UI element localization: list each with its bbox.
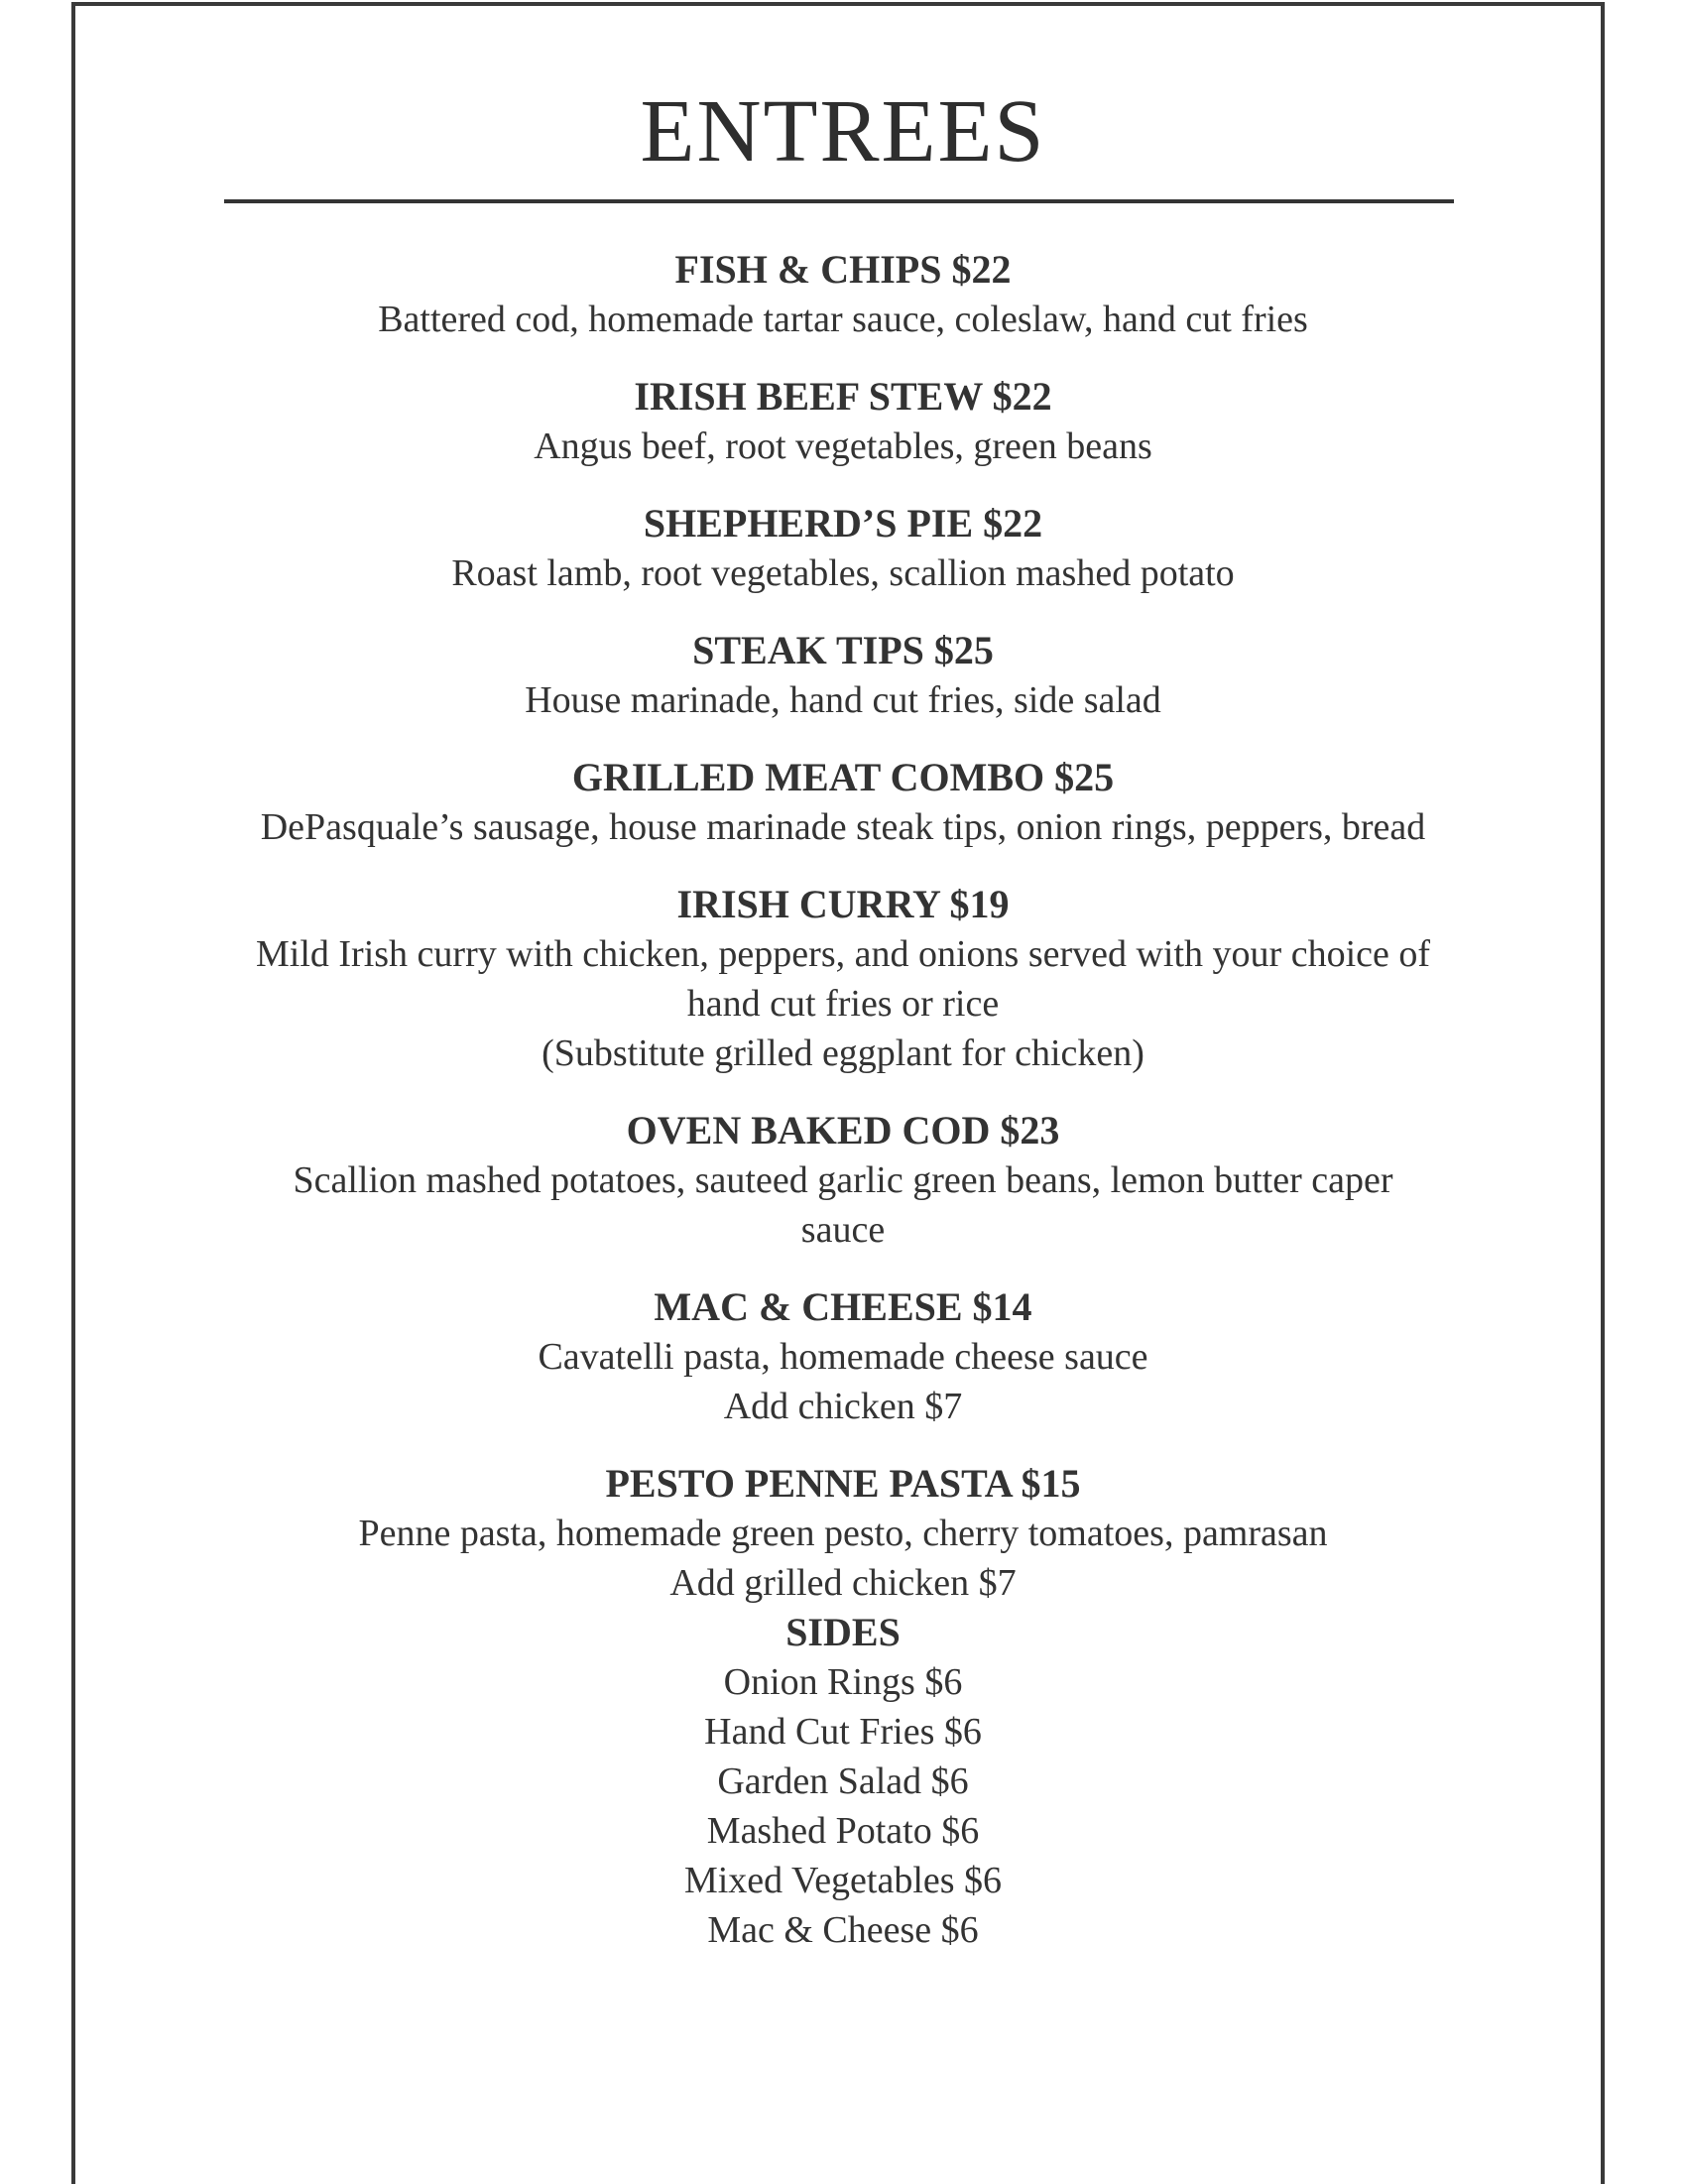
menu-item-description: Roast lamb, root vegetables, scallion mashed potato (451, 552, 1235, 594)
side-item: Mashed Potato $6 (706, 1810, 980, 1852)
side-item: Mac & Cheese $6 (707, 1909, 979, 1951)
sides-section (99, 1608, 1587, 1955)
menu-item-oven-baked-cod (99, 1106, 1587, 1255)
menu-item-irish-beef-stew (99, 372, 1587, 471)
menu-item-heading: SHEPHERD’S PIE $22 (643, 501, 1043, 546)
menu-item-description: sauce (800, 1209, 886, 1251)
menu-item-fish-and-chips (99, 245, 1587, 344)
menu-list (99, 245, 1587, 1955)
menu-item-description: Angus beef, root vegetables, green beans (534, 425, 1152, 467)
side-item: Onion Rings $6 (723, 1661, 963, 1703)
menu-item-description: House marinade, hand cut fries, side salad (525, 679, 1161, 721)
menu-item-description: DePasquale’s sausage, house marinade steak tips, onion rings, peppers, bread (260, 806, 1426, 848)
side-item: Garden Salad $6 (717, 1760, 969, 1802)
menu-item-heading: FISH & CHIPS $22 (674, 247, 1012, 292)
menu-item-heading: GRILLED MEAT COMBO $25 (571, 755, 1115, 799)
menu-item-irish-curry (99, 880, 1587, 1078)
side-item: Mixed Vegetables $6 (683, 1860, 1003, 1901)
menu-item-shepherds-pie (99, 499, 1587, 598)
title-divider (224, 199, 1454, 203)
menu-item-heading: STEAK TIPS $25 (692, 628, 994, 672)
menu-item-pesto-penne-pasta (99, 1459, 1587, 1608)
page-title: ENTREES (640, 82, 1046, 181)
menu-item-grilled-meat-combo (99, 753, 1587, 852)
menu-item-description: Scallion mashed potatoes, sauteed garlic green beans, lemon butter caper (293, 1159, 1393, 1201)
side-item: Hand Cut Fries $6 (704, 1711, 982, 1753)
menu-item-description: Penne pasta, homemade green pesto, cherry tomatoes, pamrasan (358, 1513, 1328, 1554)
menu-item-description: hand cut fries or rice (686, 983, 1000, 1025)
menu-item-description: Battered cod, homemade tartar sauce, coleslaw, hand cut fries (378, 299, 1308, 340)
menu-item-mac-and-cheese (99, 1282, 1587, 1431)
menu-item-steak-tips (99, 626, 1587, 725)
menu-item-heading: OVEN BAKED COD $23 (626, 1108, 1060, 1153)
menu-item-note: (Substitute grilled eggplant for chicken) (542, 1032, 1144, 1074)
menu-item-description: Cavatelli pasta, homemade cheese sauce (538, 1336, 1148, 1378)
menu-item-addon: Add chicken $7 (723, 1386, 963, 1427)
menu-item-heading: PESTO PENNE PASTA $15 (605, 1461, 1081, 1506)
menu-item-heading: IRISH CURRY $19 (676, 882, 1010, 926)
menu-item-description: Mild Irish curry with chicken, peppers, and onions served with your choice of (255, 933, 1431, 975)
menu-item-heading: IRISH BEEF STEW $22 (634, 374, 1052, 419)
menu-item-addon: Add grilled chicken $7 (669, 1562, 1017, 1604)
menu-item-heading: MAC & CHEESE $14 (654, 1284, 1032, 1329)
sides-heading: SIDES (785, 1610, 901, 1654)
